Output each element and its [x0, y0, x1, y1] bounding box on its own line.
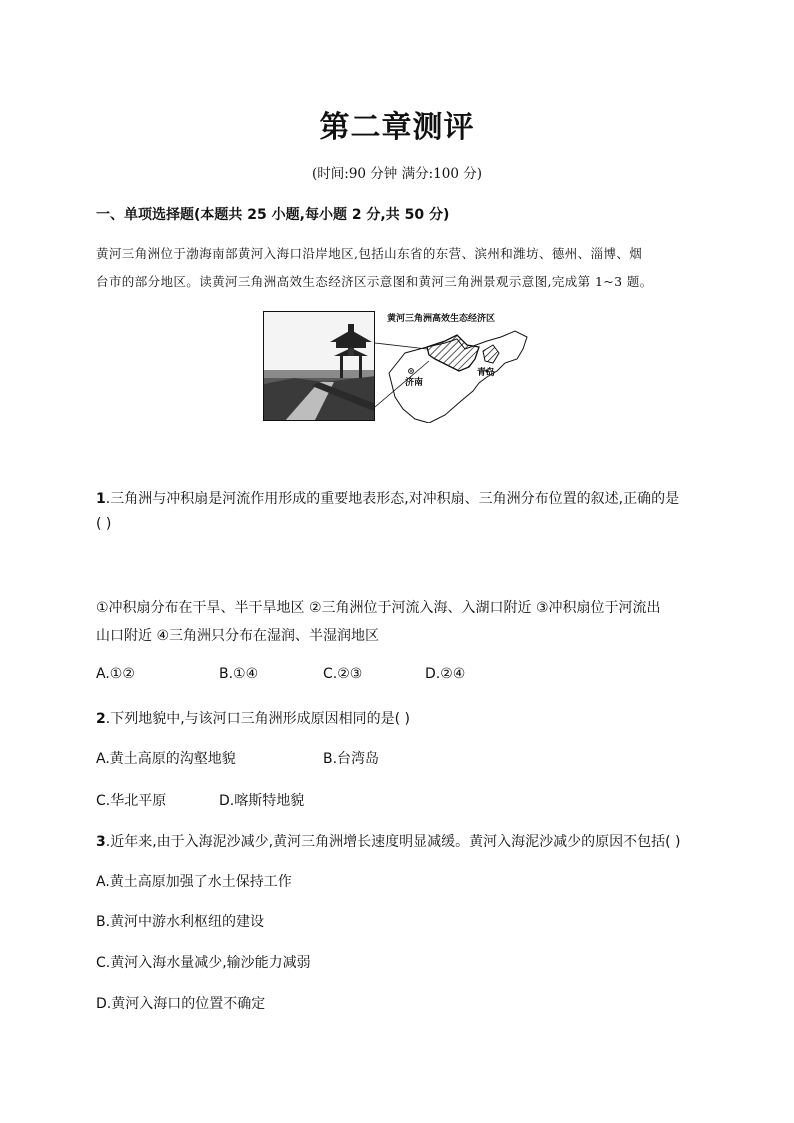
intro-text-line-1: 黄河三角洲位于渤海南部黄河入海口沿岸地区,包括山东省的东营、滨州和潍坊、德州、淄博、烟 [96, 246, 643, 261]
question-1-option-b[interactable]: B.①④ [219, 666, 259, 682]
section-heading: 一、单项选择题(本题共 25 小题,每小题 2 分,共 50 分) [96, 207, 450, 223]
delta-landscape-photo [263, 311, 375, 421]
question-3-stem: 3.近年来,由于入海泥沙减少,黄河三角洲增长速度明显减缓。黄河入海泥沙减少的原因不包括( ) [96, 834, 681, 850]
yellow-river-delta-figure [263, 311, 533, 423]
question-2-stem: 2.下列地貌中,与该河口三角洲形成原因相同的是( ) [96, 711, 411, 727]
question-2-option-d[interactable]: D.喀斯特地貌 [219, 793, 305, 809]
map-title-label: 黄河三角洲高效生态经济区 [387, 314, 496, 324]
question-1-option-a[interactable]: A.①② [96, 666, 135, 682]
question-3-option-c[interactable]: C.黄河入海水量减少,输沙能力减弱 [96, 955, 311, 971]
exam-info: (时间:90 分钟 满分:100 分) [312, 166, 482, 182]
page-title: 第二章测评 [319, 110, 475, 145]
question-2-option-b[interactable]: B.台湾岛 [323, 751, 380, 767]
question-1-answer-blank: ( ) [96, 516, 112, 532]
question-2-option-a[interactable]: A.黄土高原的沟壑地貌 [96, 751, 236, 767]
question-2-option-c[interactable]: C.华北平原 [96, 793, 167, 809]
question-3-option-d[interactable]: D.黄河入海口的位置不确定 [96, 996, 266, 1012]
city-label-jinan: 济南 [405, 378, 424, 388]
question-1-option-c[interactable]: C.②③ [323, 666, 363, 682]
intro-text-line-2: 台市的部分地区。读黄河三角洲高效生态经济区示意图和黄河三角洲景观示意图,完成第 1~3 题。 [96, 274, 653, 289]
question-3-option-b[interactable]: B.黄河中游水利枢纽的建设 [96, 914, 265, 930]
question-1-statements-line-2: 山口附近 ④三角洲只分布在湿润、半湿润地区 [96, 628, 379, 644]
question-3-option-a[interactable]: A.黄土高原加强了水土保持工作 [96, 874, 292, 890]
question-1-stem: 1.三角洲与冲积扇是河流作用形成的重要地表形态,对冲积扇、三角洲分布位置的叙述,正确的是 [96, 491, 680, 507]
economic-zone-map [375, 311, 533, 423]
question-1-option-d[interactable]: D.②④ [425, 666, 466, 682]
city-label-qingdao: 青岛 [477, 368, 496, 378]
question-1-statements-line-1: ①冲积扇分布在干旱、半干旱地区 ②三角洲位于河流入海、入湖口附近 ③冲积扇位于河流出 [96, 600, 661, 616]
